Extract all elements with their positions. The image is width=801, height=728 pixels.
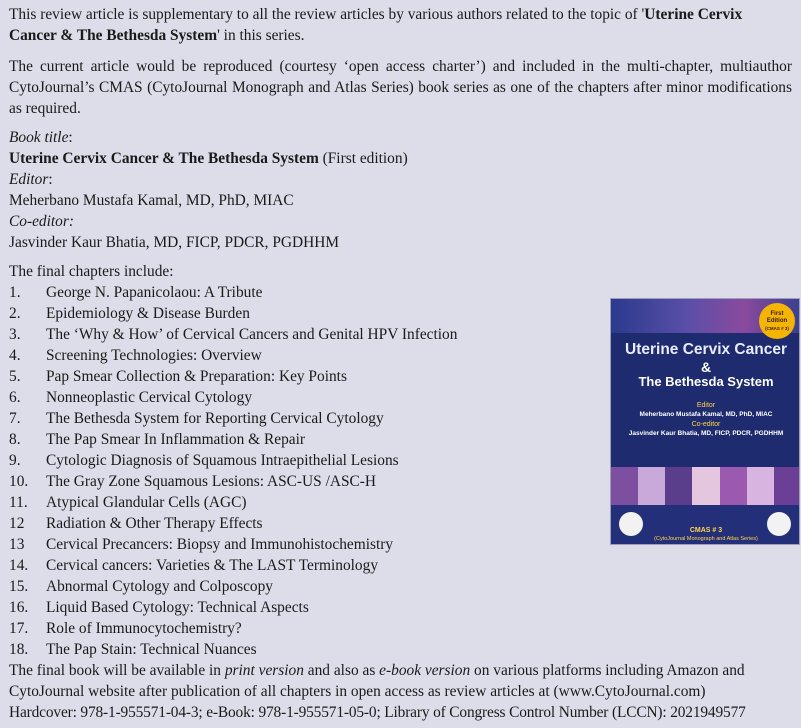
chapter-number: 5. bbox=[9, 368, 21, 385]
chapter-number: 2. bbox=[9, 305, 21, 322]
cytology-thumbnail bbox=[611, 467, 638, 505]
intro-text-pre: This review article is supplementary to all the review articles by various authors related to the topic of ' bbox=[9, 6, 645, 23]
chapter-title: Liquid Based Cytology: Technical Aspects bbox=[46, 599, 309, 616]
book-edition: (First edition) bbox=[322, 150, 408, 167]
chapter-number: 17. bbox=[9, 620, 29, 637]
chapter-item bbox=[9, 618, 792, 639]
chapter-number: 13 bbox=[9, 536, 25, 553]
cover-series-name: (CytoJournal Monograph and Atlas Series) bbox=[654, 536, 758, 542]
cover-title-line-2: The Bethesda System bbox=[638, 374, 774, 389]
coeditor-label: Co-editor: bbox=[9, 213, 74, 230]
chapter-title: Abnormal Cytology and Colposcopy bbox=[46, 578, 273, 595]
book-metadata: Book title: Uterine Cervix Cancer & The Bethesda System (First edition) Editor: Meherbano Mustafa Kamal, MD, PhD, MIAC Co-editor: Jasvinder Kaur Bhatia, MD, FICP, PDCR, PGDHHM bbox=[9, 127, 792, 253]
chapter-number: 6. bbox=[9, 389, 21, 406]
book-title: Uterine Cervix Cancer & The Bethesda System bbox=[9, 150, 319, 167]
footer-text: CytoJournal website after publication of all chapters in open access as review articles at ( bbox=[9, 683, 559, 700]
footer-text: and also as bbox=[303, 662, 380, 679]
chapter-title: Atypical Glandular Cells (AGC) bbox=[46, 494, 247, 511]
chapter-title: George N. Papanicolaou: A Tribute bbox=[46, 284, 263, 301]
ebook-version: e-book version bbox=[379, 662, 471, 679]
intro-topic: Uterine Cervix Cancer & The Bethesda System bbox=[9, 6, 743, 44]
cytology-thumbnail bbox=[692, 467, 719, 505]
chapter-title: The Bethesda System for Reporting Cervical Cytology bbox=[46, 410, 384, 427]
cytology-thumbnail bbox=[774, 467, 800, 505]
chapter-number: 3. bbox=[9, 326, 21, 343]
chapter-title: Cervical Precancers: Biopsy and Immunohistochemistry bbox=[46, 536, 394, 553]
chapter-number: 7. bbox=[9, 410, 21, 427]
availability-note bbox=[9, 660, 792, 723]
chapter-number: 16. bbox=[9, 599, 29, 616]
editor-label: Editor bbox=[9, 171, 49, 188]
badge-text: Edition bbox=[766, 317, 788, 324]
chapter-title: The ‘Why & How’ of Cervical Cancers and Genital HPV Infection bbox=[46, 326, 458, 343]
cover-title-amp: & bbox=[700, 359, 712, 375]
chapter-item bbox=[9, 597, 792, 618]
intro-text-post: ' in this series. bbox=[217, 27, 305, 44]
chapter-title: Pap Smear Collection & Preparation: Key Points bbox=[46, 368, 347, 385]
cover-editor-label: Editor bbox=[696, 402, 716, 409]
cytology-image-strip bbox=[611, 467, 800, 505]
chapter-title: Role of Immunocytochemistry? bbox=[46, 620, 242, 637]
chapter-item bbox=[9, 639, 792, 660]
chapter-item bbox=[9, 576, 792, 597]
print-version: print version bbox=[224, 662, 304, 679]
intro-paragraph-1 bbox=[9, 4, 792, 46]
chapter-title: Epidemiology & Disease Burden bbox=[46, 305, 250, 322]
cytology-thumbnail bbox=[638, 467, 665, 505]
cover-title-line-1: Uterine Cervix Cancer bbox=[625, 341, 787, 358]
chapter-title: The Pap Stain: Technical Nuances bbox=[46, 641, 257, 658]
cover-coeditor-name: Jasvinder Kaur Bhatia, MD, FICP, PDCR, PGDHHM bbox=[628, 430, 784, 437]
chapter-number: 11. bbox=[9, 494, 28, 511]
chapter-title: Nonneoplastic Cervical Cytology bbox=[46, 389, 253, 406]
editor-name: Meherbano Mustafa Kamal, MD, PhD, MIAC bbox=[9, 192, 294, 209]
cover-coeditor-label: Co-editor bbox=[691, 421, 721, 428]
cytojournal-link[interactable]: www.CytoJournal.com bbox=[558, 683, 701, 700]
badge-text: First bbox=[770, 310, 784, 317]
intro-paragraph-2: The current article would be reproduced (courtesy ‘open access charter’) and included in the multi-chapter, multiauthor CytoJournal’s CMAS (CytoJournal Monograph and Atlas Series) book series as one of the chapters after minor modifications as required. bbox=[9, 58, 792, 117]
chapter-number: 8. bbox=[9, 431, 21, 448]
chapter-title: The Gray Zone Squamous Lesions: ASC-US /ASC-H bbox=[46, 473, 377, 490]
chapter-title: Cytologic Diagnosis of Squamous Intraepithelial Lesions bbox=[46, 452, 399, 469]
badge-text: (CMAS # 3) bbox=[765, 325, 789, 331]
chapters-heading: The final chapters include: bbox=[9, 263, 174, 280]
footer-text: ) bbox=[700, 683, 706, 700]
chapter-number: 14. bbox=[9, 557, 29, 574]
chapter-title: Screening Technologies: Overview bbox=[46, 347, 262, 364]
footer-text: The final book will be available in bbox=[9, 662, 225, 679]
book-cover-image bbox=[610, 298, 800, 545]
footer-text: on various platforms including Amazon and bbox=[470, 662, 745, 679]
isbn-line: Hardcover: 978-1-955571-04-3; e-Book: 978-1-955571-05-0; Library of Congress Control Number (LCCN): 2021949577 bbox=[9, 704, 746, 721]
chapter-number: 12 bbox=[9, 515, 25, 532]
chapter-number: 9. bbox=[9, 452, 21, 469]
cover-series-number: CMAS # 3 bbox=[689, 527, 723, 534]
cover-editor-name: Meherbano Mustafa Kamal, MD, PhD, MIAC bbox=[639, 411, 773, 418]
chapter-number: 10. bbox=[9, 473, 29, 490]
cytology-thumbnail bbox=[747, 467, 774, 505]
chapter-number: 1. bbox=[9, 284, 21, 301]
chapter-number: 18. bbox=[9, 641, 29, 658]
first-edition-badge bbox=[759, 303, 795, 339]
chapter-number: 4. bbox=[9, 347, 21, 364]
cytology-thumbnail bbox=[665, 467, 692, 505]
chapter-title: Radiation & Other Therapy Effects bbox=[46, 515, 263, 532]
coeditor-name: Jasvinder Kaur Bhatia, MD, FICP, PDCR, PGDHHM bbox=[9, 234, 340, 251]
chapter-number: 15. bbox=[9, 578, 29, 595]
chapter-title: The Pap Smear In Inflammation & Repair bbox=[46, 431, 306, 448]
cytology-thumbnail bbox=[720, 467, 747, 505]
chapter-item bbox=[9, 555, 792, 576]
chapter-title: Cervical cancers: Varieties & The LAST Terminology bbox=[46, 557, 379, 574]
book-title-label: Book title bbox=[9, 129, 69, 146]
